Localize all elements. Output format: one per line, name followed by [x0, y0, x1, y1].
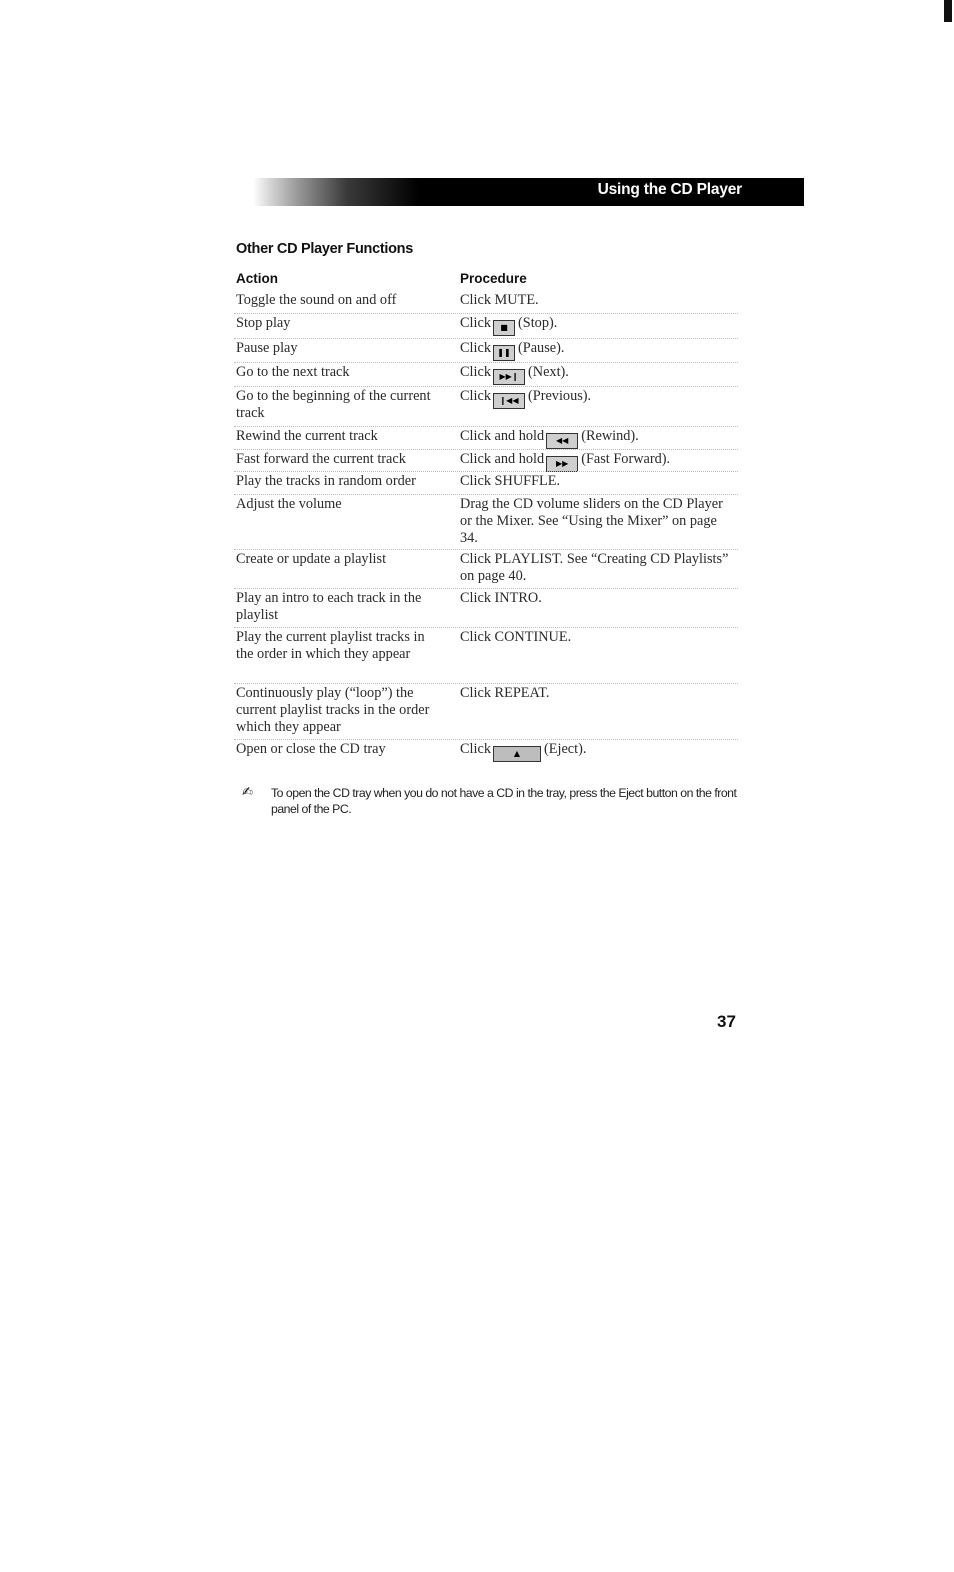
header-title: Using the CD Player: [597, 181, 742, 198]
rewind-icon: ◀◀: [546, 433, 578, 449]
procedure-text: (Rewind).: [581, 428, 639, 444]
procedure-cell: [460, 428, 730, 449]
table-row: [234, 549, 738, 589]
table-row: [234, 386, 738, 427]
procedure-cell: Click INTRO.: [460, 590, 542, 606]
eject-icon: ▲: [493, 746, 541, 762]
action-cell: Play the tracks in random order: [236, 473, 416, 489]
action-cell: Rewind the current track: [236, 428, 378, 444]
table-row: [234, 471, 738, 495]
action-cell: Go to the next track: [236, 364, 350, 380]
action-cell: Go to the beginning of the current track: [236, 388, 431, 421]
procedure-cell: [460, 364, 730, 385]
section-title: Other CD Player Functions: [236, 241, 414, 257]
procedure-text: (Fast Forward).: [581, 451, 671, 467]
procedure-text: Click and hold: [460, 451, 545, 467]
action-cell: Play the current playlist tracks in the order in which they appear: [236, 629, 425, 662]
table-row: [234, 449, 738, 472]
column-header-procedure: Procedure: [460, 271, 527, 286]
action-cell: Create or update a playlist: [236, 551, 387, 567]
table-row: [234, 338, 738, 363]
procedure-text: Click: [460, 315, 491, 331]
procedure-text: (Pause).: [517, 340, 565, 356]
action-cell: Fast forward the current track: [236, 451, 406, 467]
procedure-cell: [460, 451, 730, 472]
action-cell: Stop play: [236, 315, 291, 331]
column-header-action: Action: [236, 271, 278, 286]
table-row: [234, 588, 738, 628]
procedure-cell: Click MUTE.: [460, 292, 539, 308]
table-row: [234, 739, 738, 764]
table-row: [234, 362, 738, 387]
procedure-cell: Click SHUFFLE.: [460, 473, 561, 489]
action-cell: Toggle the sound on and off: [236, 292, 397, 308]
procedure-cell: [460, 741, 730, 762]
header-bar: [253, 178, 804, 206]
page-edge-mark: [944, 0, 952, 22]
action-cell: Continuously play (“loop”) the current playlist tracks in the order which they appear: [236, 685, 430, 735]
procedure-text: Click: [460, 741, 491, 757]
procedure-text: Click: [460, 364, 491, 380]
procedure-cell: Click REPEAT.: [460, 685, 550, 701]
procedure-text: (Previous).: [527, 388, 592, 404]
procedure-cell: Drag the CD volume sliders on the CD Player or the Mixer. See “Using the Mixer” on page 34.: [460, 496, 723, 546]
procedure-text: Click and hold: [460, 428, 545, 444]
procedure-text: (Next).: [527, 364, 569, 380]
next-track-icon: ▶▶❙: [493, 369, 525, 385]
action-cell: Open or close the CD tray: [236, 741, 386, 757]
note-text: To open the CD tray when you do not have a CD in the tray, press the Eject button on the front panel of the PC.: [271, 786, 737, 816]
action-cell: Pause play: [236, 340, 298, 356]
procedure-cell: [460, 340, 730, 361]
procedure-cell: Click CONTINUE.: [460, 629, 572, 645]
action-cell: Play an intro to each track in the playlist: [236, 590, 422, 623]
procedure-text: (Eject).: [543, 741, 587, 757]
table-row: [234, 494, 738, 550]
procedure-cell: [460, 315, 730, 336]
procedure-cell: Click PLAYLIST. See “Creating CD Playlists” on page 40.: [460, 551, 729, 584]
previous-track-icon: ❙◀◀: [493, 393, 525, 409]
procedure-cell: [460, 388, 730, 409]
table-row: [234, 627, 738, 684]
page-number: 37: [717, 1012, 736, 1031]
table-row: [234, 683, 738, 740]
stop-icon: ■: [493, 320, 515, 336]
table-row: [234, 313, 738, 339]
note: [242, 785, 742, 817]
action-cell: Adjust the volume: [236, 496, 342, 512]
procedure-text: Click: [460, 340, 491, 356]
procedure-text: (Stop).: [517, 315, 558, 331]
table-row: [234, 291, 738, 313]
fast-forward-icon: ▶▶: [546, 456, 578, 472]
pause-icon: ❚❚: [493, 345, 515, 361]
table-row: [234, 426, 738, 450]
procedure-text: Click: [460, 388, 491, 404]
note-pencil-icon: ✍: [242, 785, 253, 800]
